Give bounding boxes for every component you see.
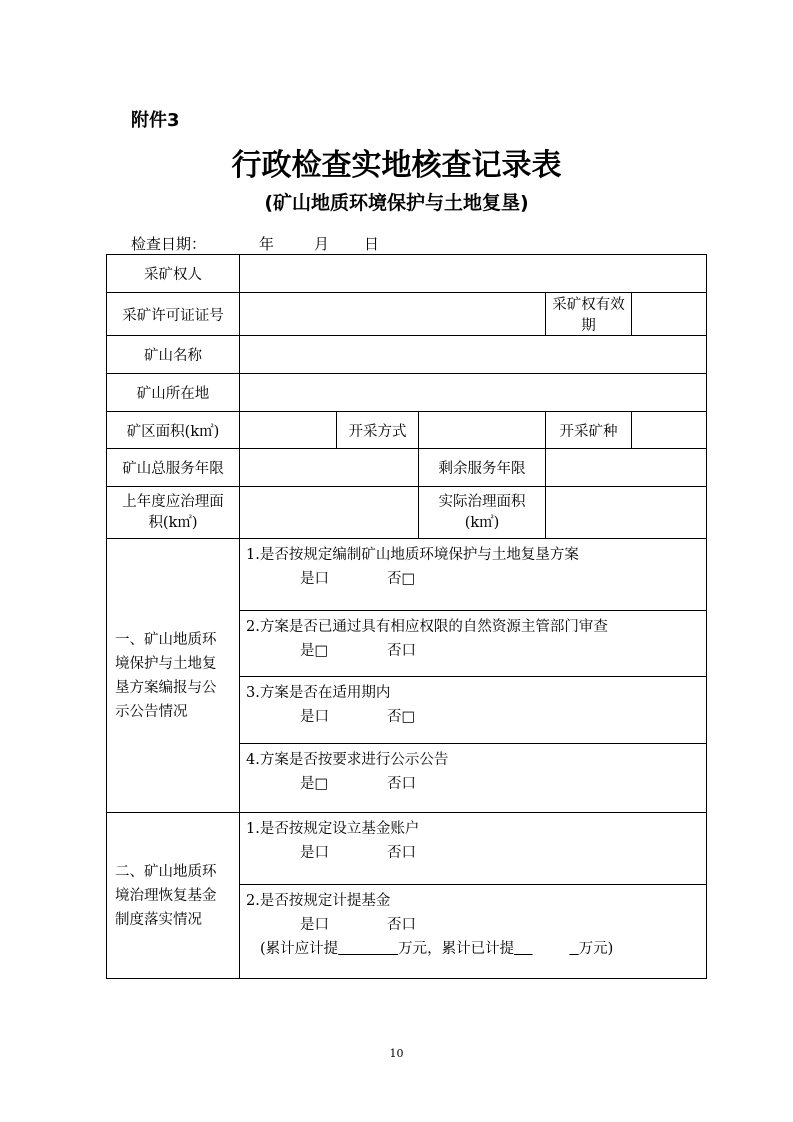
table-row [107,449,707,487]
mineral-label: 开采矿种 [546,412,632,449]
date-label: 检查日期： [131,235,207,253]
mine-location-field[interactable] [240,374,707,412]
table-row [107,539,707,611]
yes-checkbox[interactable]: 是口 [300,709,329,725]
validity-label: 采矿权有效期 [546,293,632,336]
no-checkbox[interactable]: 否口 [387,917,416,933]
mining-method-label: 开采方式 [337,412,419,449]
area-label: 矿区面积(k㎡) [107,412,240,449]
month-label: 月 [314,235,330,253]
yes-checkbox[interactable]: 是口 [300,845,329,861]
attachment-label: 附件3 [131,110,180,131]
accrual-done-blank[interactable] [514,937,532,961]
year-label: 年 [259,235,275,253]
question-2-2: 2.是否按规定计提基金 是口 否口 (累计应计提 万元，累计已计提 万元) [240,885,707,979]
yes-checkbox[interactable]: 是口 [300,571,329,587]
section-1-heading: 一、矿山地质环 境保护与土地复 垦方案编报与公 示公告情况 [107,539,240,813]
day-label: 日 [364,235,380,253]
question-1-2: 2.方案是否已通过具有相应权限的自然资源主管部门审查 是□ 否口 [240,611,707,677]
page-number: 10 [389,1047,404,1060]
table-row [107,412,707,449]
fund-accrual-line: (累计应计提 万元，累计已计提 万元) [246,937,706,961]
area-field[interactable] [240,412,337,449]
inspection-record-table [106,254,707,979]
table-row [107,336,707,374]
table-row [107,813,707,885]
total-years-field[interactable] [240,449,419,487]
mine-location-label: 矿山所在地 [107,374,240,412]
yes-checkbox[interactable]: 是□ [300,776,329,792]
accrual-due-blank[interactable] [338,937,398,961]
validity-field[interactable] [632,293,707,336]
no-checkbox[interactable]: 否□ [387,571,416,587]
remaining-years-field[interactable] [546,449,707,487]
inspection-date [131,233,379,254]
license-no-field[interactable] [240,293,546,336]
section-2-heading: 二、矿山地质环 境治理恢复基金 制度落实情况 [107,813,240,979]
prev-area-label: 上年度应治理面 积(k㎡) [107,487,240,539]
mineral-field[interactable] [632,412,707,449]
actual-area-field[interactable] [546,487,707,539]
table-row [107,374,707,412]
actual-area-label: 实际治理面积 (k㎡) [419,487,546,539]
no-checkbox[interactable]: 否口 [387,643,416,659]
form-title: 行政检查实地核查记录表 [231,148,562,183]
no-checkbox[interactable]: 否□ [387,709,416,725]
form-subtitle: (矿山地质环境保护与土地复垦) [264,192,529,214]
mine-name-label: 矿山名称 [107,336,240,374]
mine-name-field[interactable] [240,336,707,374]
question-1-3: 3.方案是否在适用期内 是口 否□ [240,677,707,744]
no-checkbox[interactable]: 否口 [387,776,416,792]
total-years-label: 矿山总服务年限 [107,449,240,487]
table-row [107,293,707,336]
miner-label: 采矿权人 [107,255,240,293]
miner-field[interactable] [240,255,707,293]
license-no-label: 采矿许可证证号 [107,293,240,336]
prev-area-field[interactable] [240,487,419,539]
yes-checkbox[interactable]: 是口 [300,917,329,933]
table-row [107,255,707,293]
yes-checkbox[interactable]: 是□ [300,643,329,659]
no-checkbox[interactable]: 否口 [387,845,416,861]
question-1-1: 1.是否按规定编制矿山地质环境保护与土地复垦方案 是口 否□ [240,539,707,611]
accrual-done-blank-end[interactable] [569,937,578,961]
mining-method-field[interactable] [419,412,546,449]
remaining-years-label: 剩余服务年限 [419,449,546,487]
table-row [107,487,707,539]
question-2-1: 1.是否按规定设立基金账户 是口 否口 [240,813,707,885]
question-1-4: 4.方案是否按要求进行公示公告 是□ 否口 [240,744,707,813]
